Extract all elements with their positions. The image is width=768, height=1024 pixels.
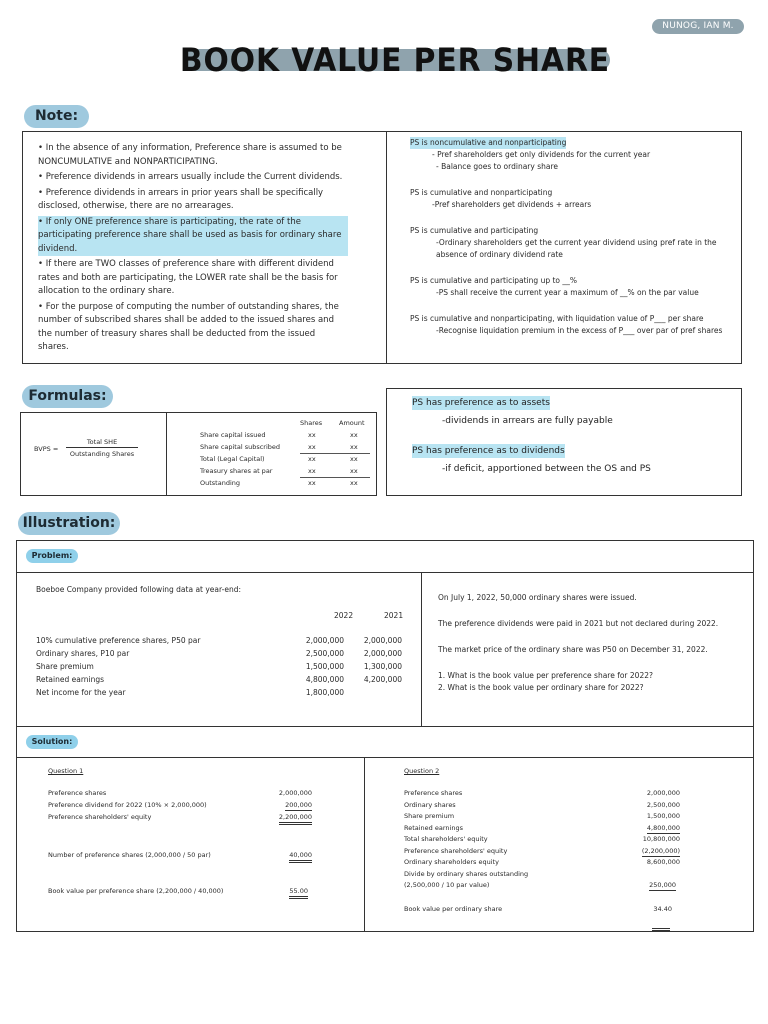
q2-row-value: 8,600,000 xyxy=(646,858,680,866)
year-header-2022: 2022 xyxy=(334,611,354,620)
q2-row-label: Ordinary shareholders equity xyxy=(404,858,499,866)
ps-case-line: -PS shall receive the current year a maximum of __% on the par value xyxy=(436,288,699,297)
q1-row-value: 2,200,000 xyxy=(279,812,312,825)
q1-row xyxy=(48,812,318,824)
question1-title: Question 1 xyxy=(48,767,84,775)
note-item: • If there are TWO classes of preference share with different dividend rates and both are participating, the LOWER rate shall be the basis for allocation to the ordinary share. xyxy=(38,259,338,296)
illustration-heading: Illustration: xyxy=(18,512,120,535)
problem-row-label: 10% cumulative preference shares, P50 par xyxy=(36,636,201,645)
capital-row-amount: xx xyxy=(350,455,358,463)
ps-case xyxy=(410,137,730,173)
ps-case-head: PS is cumulative and nonparticipating, with liquidation value of P___ per share xyxy=(410,314,704,323)
q2-row-label: Retained earnings xyxy=(404,823,463,832)
q2-row-value: 2,500,000 xyxy=(646,800,680,809)
note-list xyxy=(38,142,348,355)
q2-row-value: 2,000,000 xyxy=(646,789,680,797)
problem-row-label: Share premium xyxy=(36,662,94,671)
problem-intro: Boeboe Company provided following data at year-end: xyxy=(36,585,241,594)
note-heading: Note: xyxy=(24,105,89,128)
q2-row-label: Total shareholders' equity xyxy=(404,835,488,843)
q1-row xyxy=(48,800,318,812)
col-shares-header: Shares xyxy=(300,419,323,427)
q2-row xyxy=(404,869,684,881)
q1-row-label: Preference shareholders' equity xyxy=(48,813,152,821)
q1-row-value: 40,000 xyxy=(289,850,312,863)
q1-row-label: Number of preference shares (2,000,000 / 50 par) xyxy=(48,851,211,859)
problem-row-label: Net income for the year xyxy=(36,688,126,697)
problem-row-label: Ordinary shares, P10 par xyxy=(36,649,130,658)
ps-case xyxy=(410,225,730,261)
q1-row xyxy=(48,850,318,862)
solution-divider xyxy=(364,757,365,932)
ps-case-head: PS is cumulative and participating xyxy=(410,226,539,235)
problem-heading: Problem: xyxy=(26,549,78,563)
problem-header-box xyxy=(16,540,754,573)
ps-case-line: -Ordinary shareholders get the current year dividend using pref rate in the absence of ordinary dividend rate xyxy=(436,238,717,259)
problem-row xyxy=(36,687,406,700)
problem-row-2022: 1,800,000 xyxy=(305,688,344,697)
capital-table xyxy=(200,418,370,490)
capital-row-amount: xx xyxy=(350,442,358,451)
problem-fact: The preference dividends were paid in 2021 but not declared during 2022. xyxy=(438,619,719,628)
problem-row xyxy=(36,648,406,661)
problem-fact: The market price of the ordinary share was P50 on December 31, 2022. xyxy=(438,645,708,654)
q2-row-value: (2,200,000) xyxy=(641,846,680,855)
note-item: • Preference dividends in arrears usually include the Current dividends. xyxy=(38,172,343,182)
note-item: • If only ONE preference share is participating, the rate of the participating preference share shall be used as basis for ordinary share dividend. xyxy=(38,216,348,257)
q2-row xyxy=(404,788,684,800)
problem-row-2022: 4,800,000 xyxy=(305,675,344,684)
page-title: BOOK VALUE PER SHARE xyxy=(179,41,611,79)
q2-row-value: 1,500,000 xyxy=(646,812,680,820)
ps-cases xyxy=(410,137,730,337)
q2-row-label: Ordinary shares xyxy=(404,800,456,809)
q2-final-double-rule xyxy=(652,928,670,931)
capital-row-shares: xx xyxy=(308,455,316,463)
capital-row-label: Treasury shares at par xyxy=(200,466,273,475)
preference-head: PS has preference as to assets xyxy=(412,398,550,408)
q2-row xyxy=(404,811,684,823)
author-badge: NUNOG, IAN M. xyxy=(652,19,744,34)
q2-row xyxy=(404,880,684,892)
q2-row-value: 250,000 xyxy=(649,881,676,889)
preference-line: -dividends in arrears are fully payable xyxy=(442,416,613,426)
problem-row-2021: 2,000,000 xyxy=(363,649,402,658)
question1-table xyxy=(48,788,318,898)
capital-row-amount: xx xyxy=(350,479,358,487)
problem-divider xyxy=(421,572,422,727)
capital-row-shares: xx xyxy=(308,431,316,439)
formulas-heading: Formulas: xyxy=(22,385,113,408)
q1-row-value: 200,000 xyxy=(285,801,312,809)
capital-row-amount: xx xyxy=(350,466,358,475)
bvps-denominator: Outstanding Shares xyxy=(69,450,135,458)
preference-line: -if deficit, apportioned between the OS and PS xyxy=(442,464,651,474)
ps-case xyxy=(410,313,730,337)
q2-row-label: Preference shareholders' equity xyxy=(404,846,508,855)
problem-question: 2. What is the book value per ordinary share for 2022? xyxy=(438,683,644,692)
q2-row-label: Share premium xyxy=(404,812,455,820)
note-divider xyxy=(386,131,387,364)
question2-table xyxy=(404,788,684,916)
ps-case-line: - Pref shareholders get only dividends for the current year xyxy=(432,150,651,159)
capital-row-shares: xx xyxy=(308,479,316,487)
q1-row-value: 2,000,000 xyxy=(278,789,312,797)
solution-heading: Solution: xyxy=(26,735,78,749)
note-item: • For the purpose of computing the number of outstanding shares, the number of subscribed shares shall be added to the issued shares and the number of treasury shares shall be deducted from the issued shares. xyxy=(38,301,339,352)
q2-row xyxy=(404,823,684,835)
capital-row-amount: xx xyxy=(350,431,358,439)
q2-row xyxy=(404,904,684,916)
ps-case-line: -Recognise liquidation premium in the excess of P___ over par of pref shares xyxy=(436,326,723,335)
ps-case-head: PS is noncumulative and nonparticipating xyxy=(410,138,567,147)
q2-row-label: Book value per ordinary share xyxy=(404,904,503,913)
capital-row-shares: xx xyxy=(308,442,316,451)
question2-title: Question 2 xyxy=(404,767,440,775)
bvps-label: BVPS = xyxy=(34,445,59,453)
q2-row-label: Divide by ordinary shares outstanding xyxy=(404,869,529,878)
problem-fact: On July 1, 2022, 50,000 ordinary shares were issued. xyxy=(438,593,637,602)
ps-case-line: - Balance goes to ordinary share xyxy=(436,162,558,171)
problem-facts xyxy=(438,592,738,694)
q2-row xyxy=(404,834,684,846)
problem-row-2022: 2,000,000 xyxy=(305,636,344,645)
ps-case-head: PS is cumulative and participating up to __% xyxy=(410,276,578,285)
q1-row-value: 55.00 xyxy=(289,886,308,899)
solution-header-box xyxy=(16,726,754,758)
problem-row-2021: 1,300,000 xyxy=(363,662,402,671)
formula-divider xyxy=(166,412,167,496)
ps-case xyxy=(410,275,730,299)
capital-row-label: Total (Legal Capital) xyxy=(200,455,265,463)
ps-case xyxy=(410,187,730,211)
q1-row-label: Preference dividend for 2022 (10% × 2,000,000) xyxy=(48,801,207,809)
problem-row-2022: 1,500,000 xyxy=(305,662,344,671)
note-item: • In the absence of any information, Preference share is assumed to be NONCUMULATIVE and NONPARTICIPATING. xyxy=(38,143,342,167)
q1-row-label: Book value per preference share (2,200,000 / 40,000) xyxy=(48,887,224,895)
year-header-2021: 2021 xyxy=(384,611,404,620)
q2-row-value: 34.40 xyxy=(653,904,672,913)
q2-row-value: 10,800,000 xyxy=(642,835,680,843)
problem-table xyxy=(36,635,406,700)
bvps-numerator: Total SHE xyxy=(66,437,138,448)
ps-case-line: -Pref shareholders get dividends + arrears xyxy=(432,200,592,209)
capital-row-label: Outstanding xyxy=(200,479,240,487)
q1-row-label: Preference shares xyxy=(48,789,107,797)
ps-case-head: PS is cumulative and nonparticipating xyxy=(410,188,553,197)
preference-head: PS has preference as to dividends xyxy=(412,446,565,456)
capital-row-shares: xx xyxy=(308,466,316,475)
preference-list xyxy=(412,396,732,476)
problem-row xyxy=(36,674,406,687)
capital-row-label: Share capital issued xyxy=(200,431,266,439)
problem-row xyxy=(36,635,406,648)
problem-row-label: Retained earnings xyxy=(36,675,105,684)
capital-row-label: Share capital subscribed xyxy=(200,442,281,451)
problem-row-2022: 2,500,000 xyxy=(305,649,344,658)
q1-row xyxy=(48,886,318,898)
problem-row-2021: 4,200,000 xyxy=(363,675,402,684)
q2-row-label: (2,500,000 / 10 par value) xyxy=(404,881,490,889)
problem-row-2021: 2,000,000 xyxy=(363,636,402,645)
q2-row xyxy=(404,800,684,812)
note-item: • Preference dividends in arrears in prior years shall be specifically disclosed, otherwise, there are no arrearages. xyxy=(38,187,324,211)
problem-row xyxy=(36,661,406,674)
q2-row-label: Preference shares xyxy=(404,789,463,797)
col-amount-header: Amount xyxy=(339,419,365,427)
problem-question: 1. What is the book value per preference share for 2022? xyxy=(438,671,653,680)
q2-row xyxy=(404,857,684,869)
q2-row xyxy=(404,846,684,858)
q1-row xyxy=(48,788,318,800)
q2-row-value: 4,800,000 xyxy=(646,823,680,832)
